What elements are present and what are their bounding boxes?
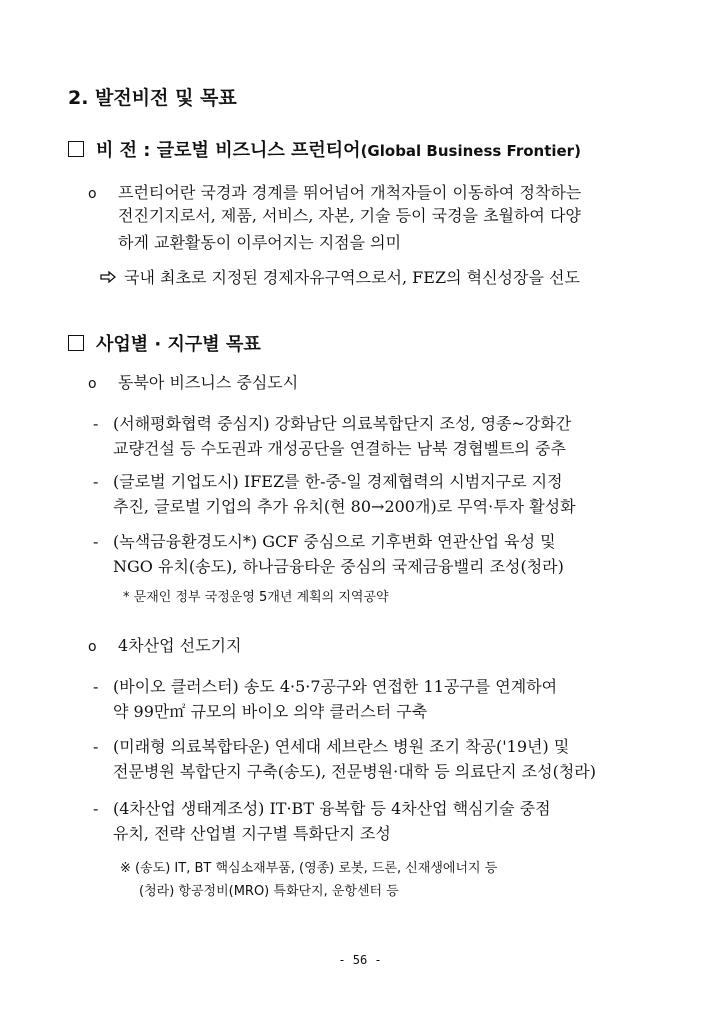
- group1-item-1: [93, 410, 571, 437]
- group2-item-3: [93, 795, 551, 822]
- item-line: (서해평화협력 중심지) 강화남단 의료복합단지 조성, 영종~강화간: [113, 414, 572, 433]
- bullet-circle: o: [88, 639, 97, 655]
- section-heading: 2. 발전비전 및 목표: [68, 87, 237, 109]
- group2-label: 4차산업 선도기지: [118, 636, 242, 655]
- dash-marker: -: [93, 799, 99, 818]
- group1-item-2: [93, 468, 563, 495]
- vision-title-en: (Global Business Frontier): [360, 142, 581, 160]
- goals-title-row: [68, 330, 261, 356]
- vision-title: 비 전 : 글로벌 비즈니스 프런티어: [96, 140, 361, 161]
- group1-label: 동북아 비즈니스 중심도시: [118, 373, 299, 392]
- dash-marker: -: [93, 472, 99, 491]
- vision-title-row: [68, 136, 581, 162]
- vision-bullet-row: [88, 180, 581, 203]
- group2-note-line-2: (청라) 항공정비(MRO) 특화단지, 운항센터 등: [139, 884, 399, 899]
- group2-item-1: [93, 673, 557, 700]
- group1-footnote: * 문재인 정부 국정운영 5개년 계획의 지역공약: [123, 590, 389, 605]
- vision-arrow-row: [100, 264, 580, 291]
- checkbox-square-icon: [68, 141, 84, 157]
- item-line: (바이오 클러스터) 송도 4·5·7공구와 연접한 11공구를 연계하여: [113, 677, 558, 696]
- item-line: 약 99만㎡ 규모의 바이오 의약 클러스터 구축: [113, 702, 428, 721]
- checkbox-square-icon: [68, 335, 84, 351]
- group2-note-line-1: ※ (송도) IT, BT 핵심소재부품, (영종) 로봇, 드론, 신재생에너지 등: [120, 861, 498, 876]
- vision-line-2: 전진기지로서, 제품, 서비스, 자본, 기술 등이 국경을 초월하여 다양: [118, 206, 581, 225]
- item-line: 교량건설 등 수도권과 개성공단을 연결하는 남북 경협벨트의 중추: [113, 439, 566, 458]
- item-line: 전문병원 복합단지 구축(송도), 전문병원·대학 등 의료단지 조성(청라): [113, 762, 596, 781]
- dash-marker: -: [93, 532, 99, 551]
- item-line: (녹색금융환경도시*) GCF 중심으로 기후변화 연관산업 육성 및: [113, 532, 556, 551]
- vision-line-3: 하게 교환활동이 이루어지는 지점을 의미: [118, 233, 402, 252]
- item-line: (4차산업 생태계조성) IT·BT 융복합 등 4차산업 핵심기술 중점: [113, 799, 551, 818]
- arrow-right-icon: [100, 264, 116, 291]
- bullet-circle: o: [88, 186, 97, 202]
- dash-marker: -: [93, 737, 99, 756]
- item-line: 추진, 글로벌 기업의 추가 유치(현 80→200개)로 무역·투자 활성화: [113, 497, 576, 516]
- item-line: (글로벌 기업도시) IFEZ를 한-중-일 경제협력의 시범지구로 지정: [113, 472, 563, 491]
- vision-arrow-text: 국내 최초로 지정된 경제자유구역으로서, FEZ의 혁신성장을 선도: [124, 268, 580, 287]
- dash-marker: -: [93, 677, 99, 696]
- group2-item-2: [93, 733, 569, 760]
- group1-item-3: [93, 528, 556, 555]
- goals-title: 사업별 · 지구별 목표: [96, 334, 261, 355]
- vision-line-1: 프런티어란 국경과 경계를 뛰어넘어 개척자들이 이동하여 정착하는: [118, 183, 582, 202]
- bullet-circle: o: [88, 376, 97, 392]
- group1-bullet-row: [88, 370, 298, 393]
- item-line: NGO 유치(송도), 하나금융타운 중심의 국제금융밸리 조성(청라): [113, 557, 564, 576]
- item-line: (미래형 의료복합타운) 연세대 세브란스 병원 조기 착공('19년) 및: [113, 737, 570, 756]
- group2-bullet-row: [88, 633, 241, 656]
- item-line: 유치, 전략 산업별 지구별 특화단지 조성: [113, 824, 391, 843]
- page-number: - 56 -: [338, 953, 382, 967]
- dash-marker: -: [93, 414, 99, 433]
